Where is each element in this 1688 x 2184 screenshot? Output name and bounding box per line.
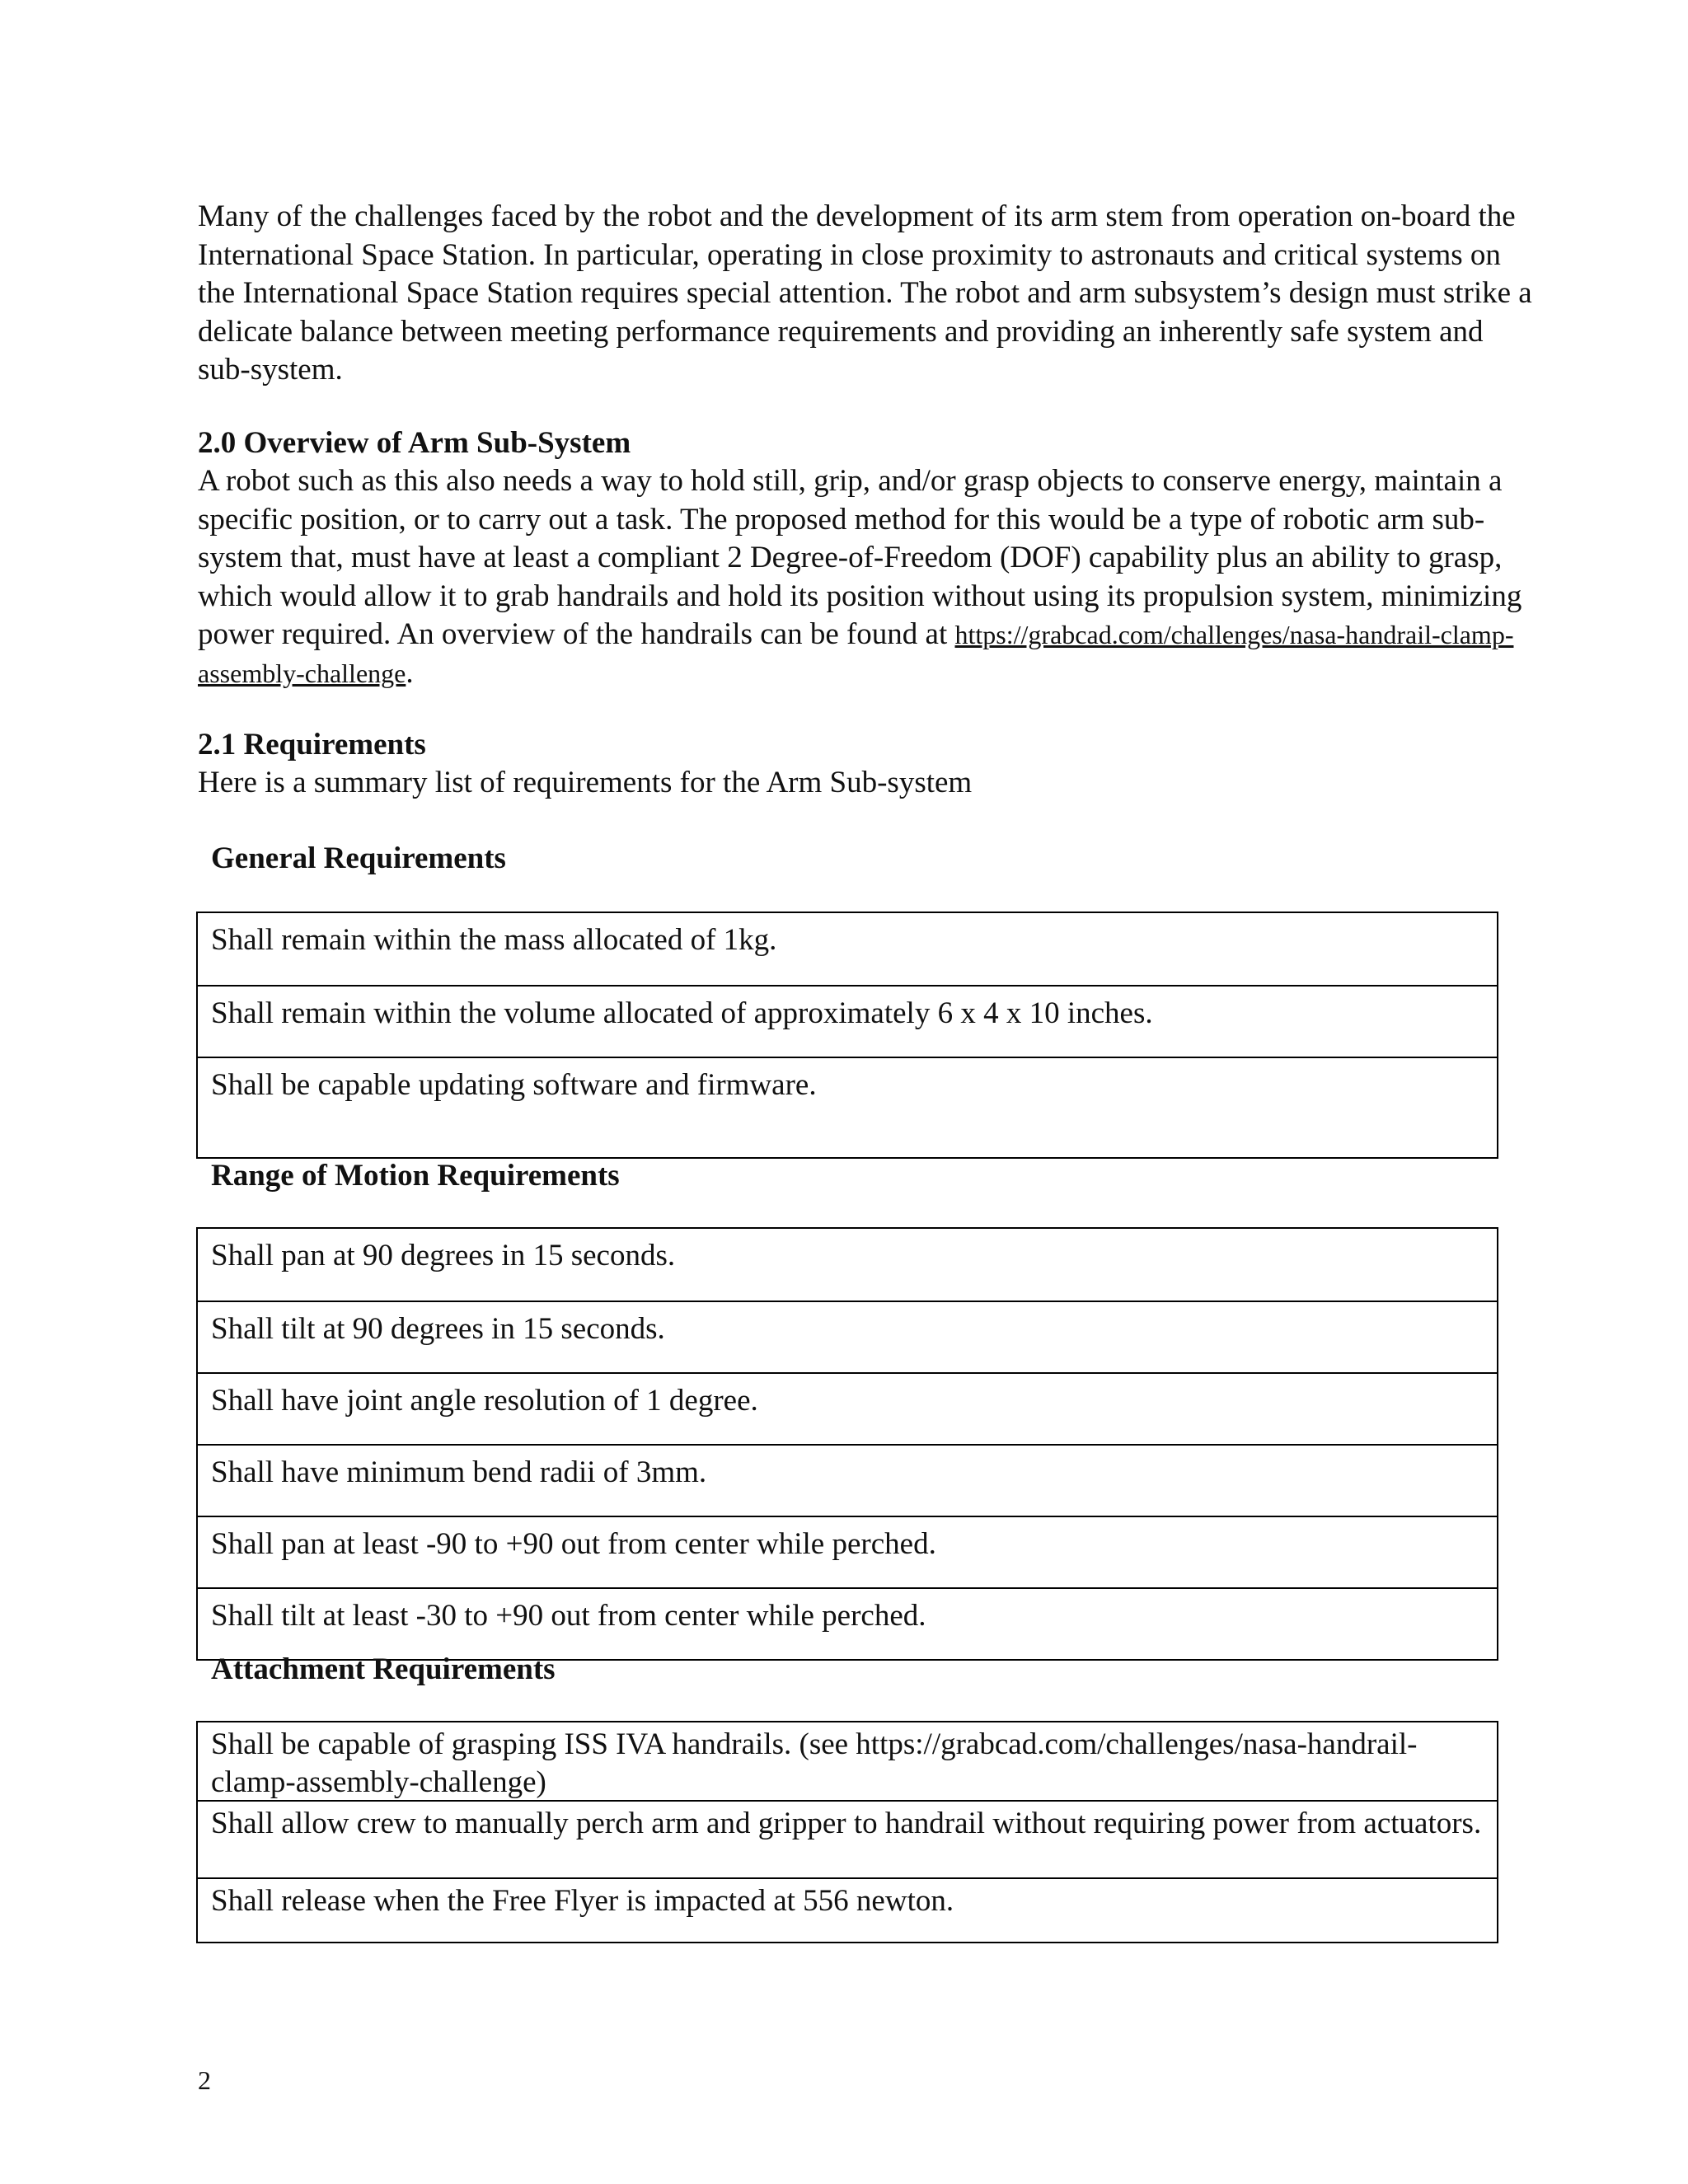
table-row: Shall remain within the volume allocated of approximately 6 x 4 x 10 inches. xyxy=(198,985,1497,1057)
intro-paragraph: Many of the challenges faced by the robot and the development of its arm stem from operation on-board the International Space Station. In particular, operating in close proximity to astronauts and critical systems on the International Space Station requires special attention. The robot and arm subsystem’s design must strike a delicate balance between meeting performance requirements and providing an inherently safe system and sub-system. xyxy=(198,199,1532,387)
section-2-1-heading: 2.1 Requirements xyxy=(198,728,426,762)
table-row: Shall be capable of grasping ISS IVA handrails. (see https://grabcad.com/challenges/nasa-handrail-clamp-assembly-challenge) xyxy=(211,1727,1418,1799)
handrail-challenge-link[interactable]: https://grabcad.com/challenges/nasa-handrail-clamp-assembly-challenge xyxy=(198,620,1514,688)
section-2-1-body: Here is a summary list of requirements for the Arm Sub-system xyxy=(198,766,973,799)
section-2-0-body xyxy=(198,462,1533,692)
general-requirements-heading: General Requirements xyxy=(211,841,506,875)
table-row: Shall tilt at 90 degrees in 15 seconds. xyxy=(198,1301,1497,1372)
table-row: Shall pan at least -90 to +90 out from center while perched. xyxy=(198,1516,1497,1587)
table-row: Shall have minimum bend radii of 3mm. xyxy=(198,1444,1497,1516)
table-row: Shall remain within the mass allocated of 1kg. xyxy=(211,923,777,957)
range-of-motion-requirements-table xyxy=(196,1227,1498,1661)
attachment-requirements-heading: Attachment Requirements xyxy=(211,1652,556,1686)
general-requirements-table xyxy=(196,912,1498,1159)
table-row: Shall pan at 90 degrees in 15 seconds. xyxy=(211,1239,676,1272)
range-of-motion-requirements-heading: Range of Motion Requirements xyxy=(211,1159,620,1193)
section-2-0-body-end: . xyxy=(406,655,414,690)
table-row: Shall have joint angle resolution of 1 degree. xyxy=(198,1372,1497,1444)
attachment-requirements-table xyxy=(196,1721,1498,1943)
page-number: 2 xyxy=(198,2065,211,2095)
table-row: Shall be capable updating software and firmware. xyxy=(198,1057,1497,1157)
section-2-0-body-text: A robot such as this also needs a way to hold still, grip, and/or grasp objects to conserve energy, maintain a specific position, or to carry out a task. The proposed method for this would be a type of robotic arm sub-system that, must have at least a compliant 2 Degree-of-Freedom (DOF) capability plus an ability to grasp, which would allow it to grab handrails and hold its position without using its propulsion system, minimizing power required. An overview of the handrails can be found at xyxy=(198,464,1522,651)
section-2-0-heading: 2.0 Overview of Arm Sub-System xyxy=(198,426,631,460)
table-row: Shall release when the Free Flyer is impacted at 556 newton. xyxy=(198,1877,1497,1942)
table-row: Shall allow crew to manually perch arm and gripper to handrail without requiring power from actuators. xyxy=(198,1800,1497,1877)
table-row: Shall tilt at least -30 to +90 out from center while perched. xyxy=(198,1587,1497,1659)
